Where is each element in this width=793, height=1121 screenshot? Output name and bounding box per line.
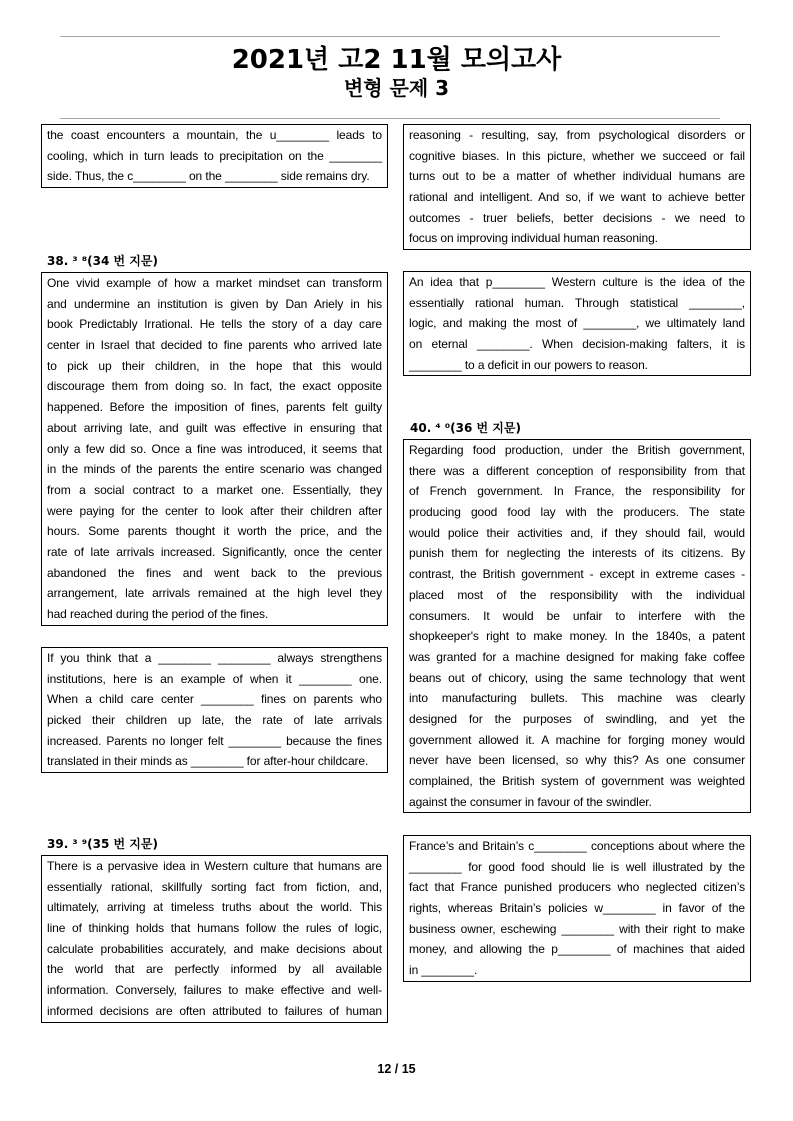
text-line: only a few did so. Once a fine was introduced, it seems that bbox=[47, 441, 382, 456]
text-line: center in Israel that decided to fine parents who arrived late bbox=[47, 338, 382, 353]
text-line: ________ for good food should lie is well illustrated by the bbox=[409, 859, 745, 874]
text-line: calculate probabilities accurately, and make decisions about bbox=[47, 941, 382, 956]
page-number: 12 / 15 bbox=[377, 1062, 416, 1076]
text-line: of French government. In France, the responsibility for bbox=[409, 484, 745, 499]
text-line: business owner, eschewing ________ with their right to make bbox=[409, 921, 745, 936]
text-line: government allowed it. A machine for forging money would bbox=[409, 732, 745, 747]
text-line: on eternal ________. When decision-making falters, it is bbox=[409, 337, 745, 352]
text-line: abandoned the fines and went back to the previous bbox=[47, 565, 382, 580]
text-line: into manufacturing bullets. This machine was clearly bbox=[409, 691, 745, 706]
text-line: had reached during the period of the fines. bbox=[47, 607, 269, 621]
text-line: line of thinking holds that humans follow the rules of logic, bbox=[47, 921, 382, 936]
q38-label: 38. ³ ⁸(34 번 지문) bbox=[47, 254, 158, 268]
text-line: institutions, here is an example of when it ________ one. bbox=[47, 671, 382, 686]
text-line: money, and allowing the p________ of machines that aided bbox=[409, 942, 745, 957]
text-line: from a social contract to a market one. Essentially, they bbox=[47, 482, 382, 497]
text-line: complained, the British system of government was weighted bbox=[409, 774, 745, 788]
q39-passage-box-part2 bbox=[403, 124, 751, 250]
text-line: rational and intelligent. And so, if we want to achieve better bbox=[409, 190, 745, 205]
q39-passage-box-part1 bbox=[41, 855, 388, 1023]
text-line: cooling, which in turn leads to precipitation on the ________ bbox=[47, 148, 382, 163]
text-line: beans out of chicory, using the same technology that went bbox=[409, 670, 745, 685]
text-line: contrast, the British government - except in extreme cases - bbox=[409, 567, 745, 582]
text-line: information. Conversely, failures to make effective and well- bbox=[47, 983, 382, 998]
text-line: turns out to be a matter of whether individual humans are bbox=[409, 169, 745, 184]
text-line: logic, and making the most of ________, we ultimately land bbox=[409, 316, 745, 331]
header-top-rule bbox=[60, 36, 720, 37]
text-line: arrangement, late arrivals remained at the high level they bbox=[47, 586, 382, 601]
q40-passage-box bbox=[403, 439, 751, 813]
text-line: would police their activities and, if they should fail, would bbox=[409, 525, 745, 540]
text-line: When a child care center ________ fines on parents who bbox=[47, 692, 382, 707]
text-line: rate of late arrivals increased. Significantly, once the center bbox=[47, 544, 382, 559]
text-line: placed most of the responsibility with the individual bbox=[409, 587, 745, 602]
text-line: hours. Some parents thought it worth the price, and the bbox=[47, 524, 382, 539]
text-line: informed decisions are often attributed to failures of human bbox=[47, 1003, 382, 1018]
q40-label: 40. ⁴ ⁰(36 번 지문) bbox=[410, 421, 521, 435]
q39-summary-box bbox=[403, 271, 751, 376]
text-line: shopkeeper's right to make money. In the 1840s, a patent bbox=[409, 629, 745, 644]
text-line: in the minds of the parents the entire scenario was changed bbox=[47, 462, 382, 477]
q38-summary-box bbox=[41, 647, 388, 773]
text-line: side. Thus, the c________ on the ________ side remains dry. bbox=[47, 169, 370, 184]
text-line: discourage them from doing so. In fact, the exact opposite bbox=[47, 379, 382, 394]
text-line: was granted for a machine designed for making fake coffee bbox=[409, 649, 745, 664]
text-line: essentially rational, skillfully sorting fact from fiction, and, bbox=[47, 879, 382, 894]
text-line: the coast encounters a mountain, the u________ leads to bbox=[47, 128, 382, 142]
text-line: and undermine an institution is given by Dan Ariely in his bbox=[47, 296, 382, 311]
text-line: cognitive biases. In this picture, whether we succeed or fail bbox=[409, 148, 745, 163]
text-line: there was a different conception of responsibility from that bbox=[409, 463, 745, 478]
text-line: outcomes - truer beliefs, better decisions - we need to bbox=[409, 210, 745, 225]
text-line: An idea that p________ Western culture is the idea of the bbox=[409, 275, 745, 289]
text-line: ________ to a deficit in our powers to reason. bbox=[409, 357, 648, 372]
text-line: There is a pervasive idea in Western culture that humans are bbox=[47, 859, 382, 873]
header-bottom-rule bbox=[60, 118, 720, 119]
q37-summary-box bbox=[41, 124, 388, 188]
text-line: Regarding food production, under the British government, bbox=[409, 443, 745, 457]
text-line: in ________. bbox=[409, 963, 478, 978]
text-line: fact that France punished producers who neglected citizen’s bbox=[409, 880, 745, 895]
text-line: If you think that a ________ ________ always strengthens bbox=[47, 651, 382, 665]
text-line: increased. Parents no longer felt ________ because the fines bbox=[47, 733, 382, 748]
text-line: about arriving late, and guilt was effective in ensuring that bbox=[47, 420, 382, 435]
text-line: producing good food lay with the producers. The state bbox=[409, 505, 745, 520]
text-line: picked their children up late, the rate of late arrivals bbox=[47, 713, 382, 728]
text-line: designed for the purposes of swindling, and yet the bbox=[409, 711, 745, 726]
text-line: book Predictably Irrational. He tells the story of a day care bbox=[47, 317, 382, 332]
page-subtitle: 변형 문제 3 bbox=[343, 76, 450, 100]
text-line: ultimately, arriving at timeless truths about the world. This bbox=[47, 900, 382, 915]
text-line: happened. Before the imposition of fines, parents felt guilty bbox=[47, 400, 382, 415]
text-line: rights, whereas Britain’s policies w________ in favor of the bbox=[409, 901, 745, 916]
text-line: to pick up their children, in the hope that this would bbox=[47, 358, 382, 373]
text-line: France’s and Britain’s c________ conceptions about where the bbox=[409, 839, 745, 853]
page-title: 2021년 고2 11월 모의고사 bbox=[231, 45, 562, 75]
q40-summary-box bbox=[403, 835, 751, 982]
q39-label: 39. ³ ⁹(35 번 지문) bbox=[47, 837, 158, 851]
text-line: essentially rational human. Through statistical ________, bbox=[409, 295, 745, 310]
text-line: were paying for the center to look after their children after bbox=[47, 503, 382, 518]
q38-passage-box bbox=[41, 272, 388, 626]
text-line: consumers. It would be unfair to interfere with the bbox=[409, 608, 745, 623]
text-line: reasoning - resulting, say, from psychological disorders or bbox=[409, 128, 745, 142]
text-line: the world that are perfectly informed by all available bbox=[47, 962, 382, 977]
text-line: punish them for neglecting the interests of its citizens. By bbox=[409, 546, 745, 561]
text-line: One vivid example of how a market mindset can transform bbox=[47, 276, 382, 290]
text-line: focus on improving individual human reasoning. bbox=[409, 231, 658, 246]
text-line: against the consumer in favour of the swindler. bbox=[409, 794, 652, 809]
text-line: never have been licensed, so why this? As one consumer bbox=[409, 753, 745, 768]
text-line: translated in their minds as ________ for after-hour childcare. bbox=[47, 754, 369, 769]
